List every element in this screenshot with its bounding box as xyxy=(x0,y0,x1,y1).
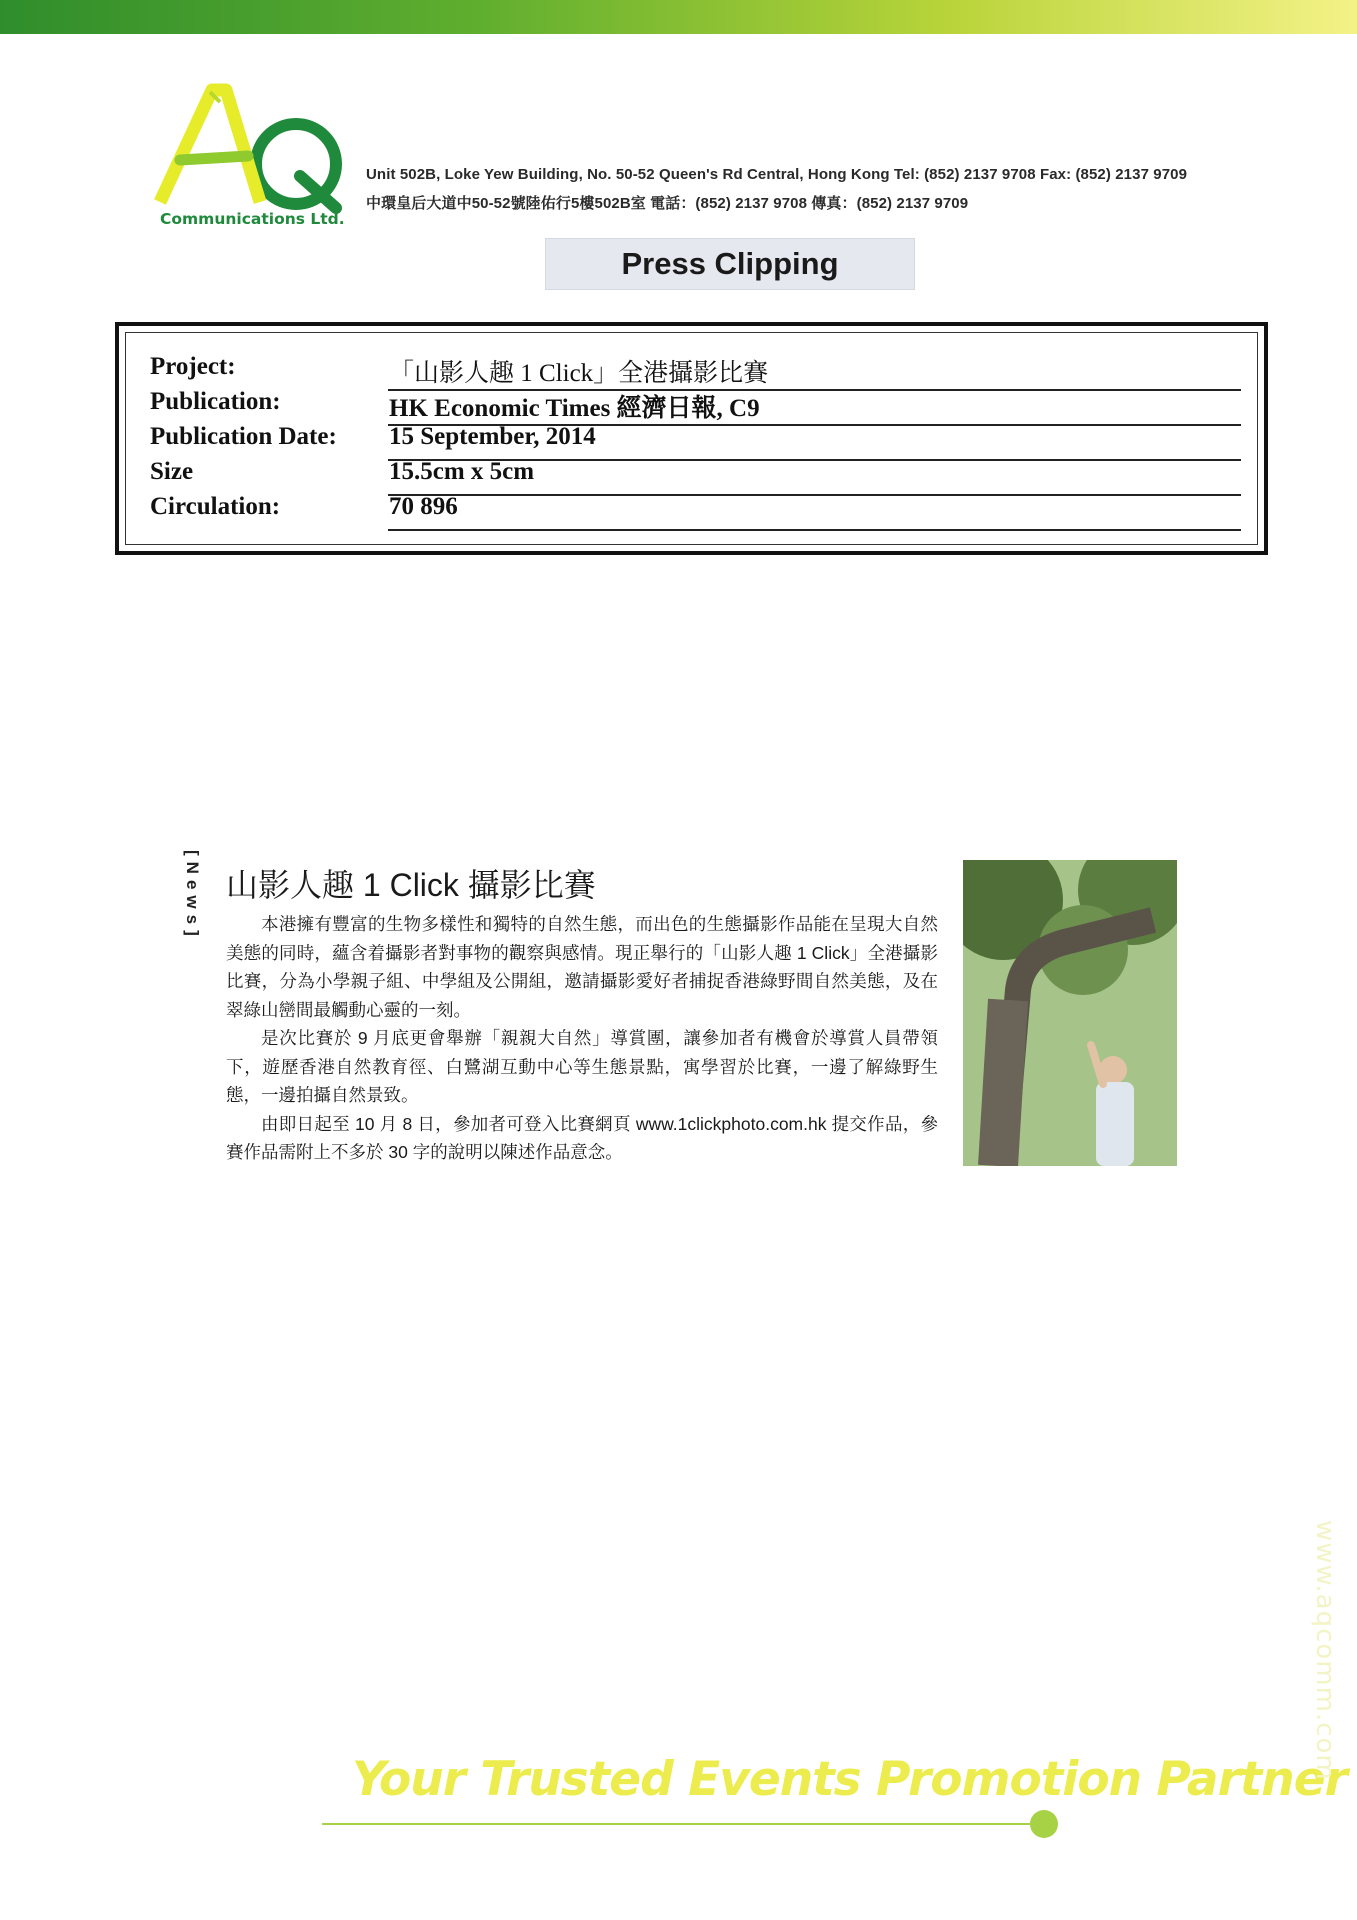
article-paragraph: 是次比賽於 9 月底更會舉辦「親親大自然」導賞團，讓參加者有機會於導賞人員帶領下，遊歷香港自然教育徑、白鷺湖互動中心等生態景點，寓學習於比賽，一邊了解綠野生態，一邊拍攝自然景致。 xyxy=(226,1028,938,1105)
info-row-publication xyxy=(126,388,1257,423)
info-row-size xyxy=(126,458,1257,493)
info-underline xyxy=(388,529,1241,531)
clipping-info-inner xyxy=(125,332,1258,545)
article-paragraph: 本港擁有豐富的生物多樣性和獨特的自然生態，而出色的生態攝影作品能在呈現大自然美態的同時，蘊含着攝影者對事物的觀察與感情。現正舉行的「山影人趣 1 Click」全港攝影比賽，分為小學親子組、中學組及公開組，邀請攝影愛好者捕捉香港綠野間自然美態，及在翠綠山巒間最觸動心靈的一刻。 xyxy=(226,914,938,1020)
info-value: 「山影人趣 1 Click」全港攝影比賽 xyxy=(389,360,769,387)
article-photo xyxy=(963,860,1177,1166)
info-value: 15.5cm x 5cm xyxy=(389,458,535,485)
info-label: Publication: xyxy=(150,388,281,415)
slogan-underline xyxy=(322,1823,1040,1825)
company-address xyxy=(366,166,1187,222)
info-label: Size xyxy=(150,458,194,485)
article-paragraph: 由即日起至 10 月 8 日，參加者可登入比賽網頁 www.1clickphoto.com.hk 提交作品，參賽作品需附上不多於 30 字的說明以陳述作品意念。 xyxy=(226,1113,938,1162)
info-row-date xyxy=(126,423,1257,458)
info-label: Circulation: xyxy=(150,493,281,520)
info-value: 70 896 xyxy=(389,493,458,520)
info-row-project xyxy=(126,353,1257,388)
article-body xyxy=(226,910,938,1167)
info-value: HK Economic Times 經濟日報, C9 xyxy=(389,395,760,422)
logo-caption: Communications Ltd. xyxy=(160,210,345,228)
info-label: Project: xyxy=(150,353,236,380)
info-label: Publication Date: xyxy=(150,423,337,450)
photo-illustration xyxy=(963,860,1177,1166)
footer-slogan: Your Trusted Events Promotion Partner xyxy=(352,1752,1347,1807)
clipping-info-box xyxy=(115,322,1268,555)
side-website-url: www.aqcomm.com xyxy=(1310,1520,1340,1781)
info-row-circulation xyxy=(126,493,1257,528)
slogan-dot xyxy=(1030,1810,1058,1838)
address-chinese: 中環皇后大道中50-52號陸佑行5樓502B室 電話：(852) 2137 9708 傳真：(852) 2137 9709 xyxy=(366,195,969,212)
news-section-tag: [News] xyxy=(183,850,202,942)
press-clipping-heading: Press Clipping xyxy=(545,238,915,290)
top-gradient-bar xyxy=(0,0,1357,34)
info-value: 15 September, 2014 xyxy=(389,423,596,450)
article-title: 山影人趣 1 Click 攝影比賽 xyxy=(226,867,596,903)
address-english: Unit 502B, Loke Yew Building, No. 50-52 Queen's Rd Central, Hong Kong Tel: (852) 2137 9708 Fax: (852) 2137 9709 xyxy=(366,166,1188,183)
